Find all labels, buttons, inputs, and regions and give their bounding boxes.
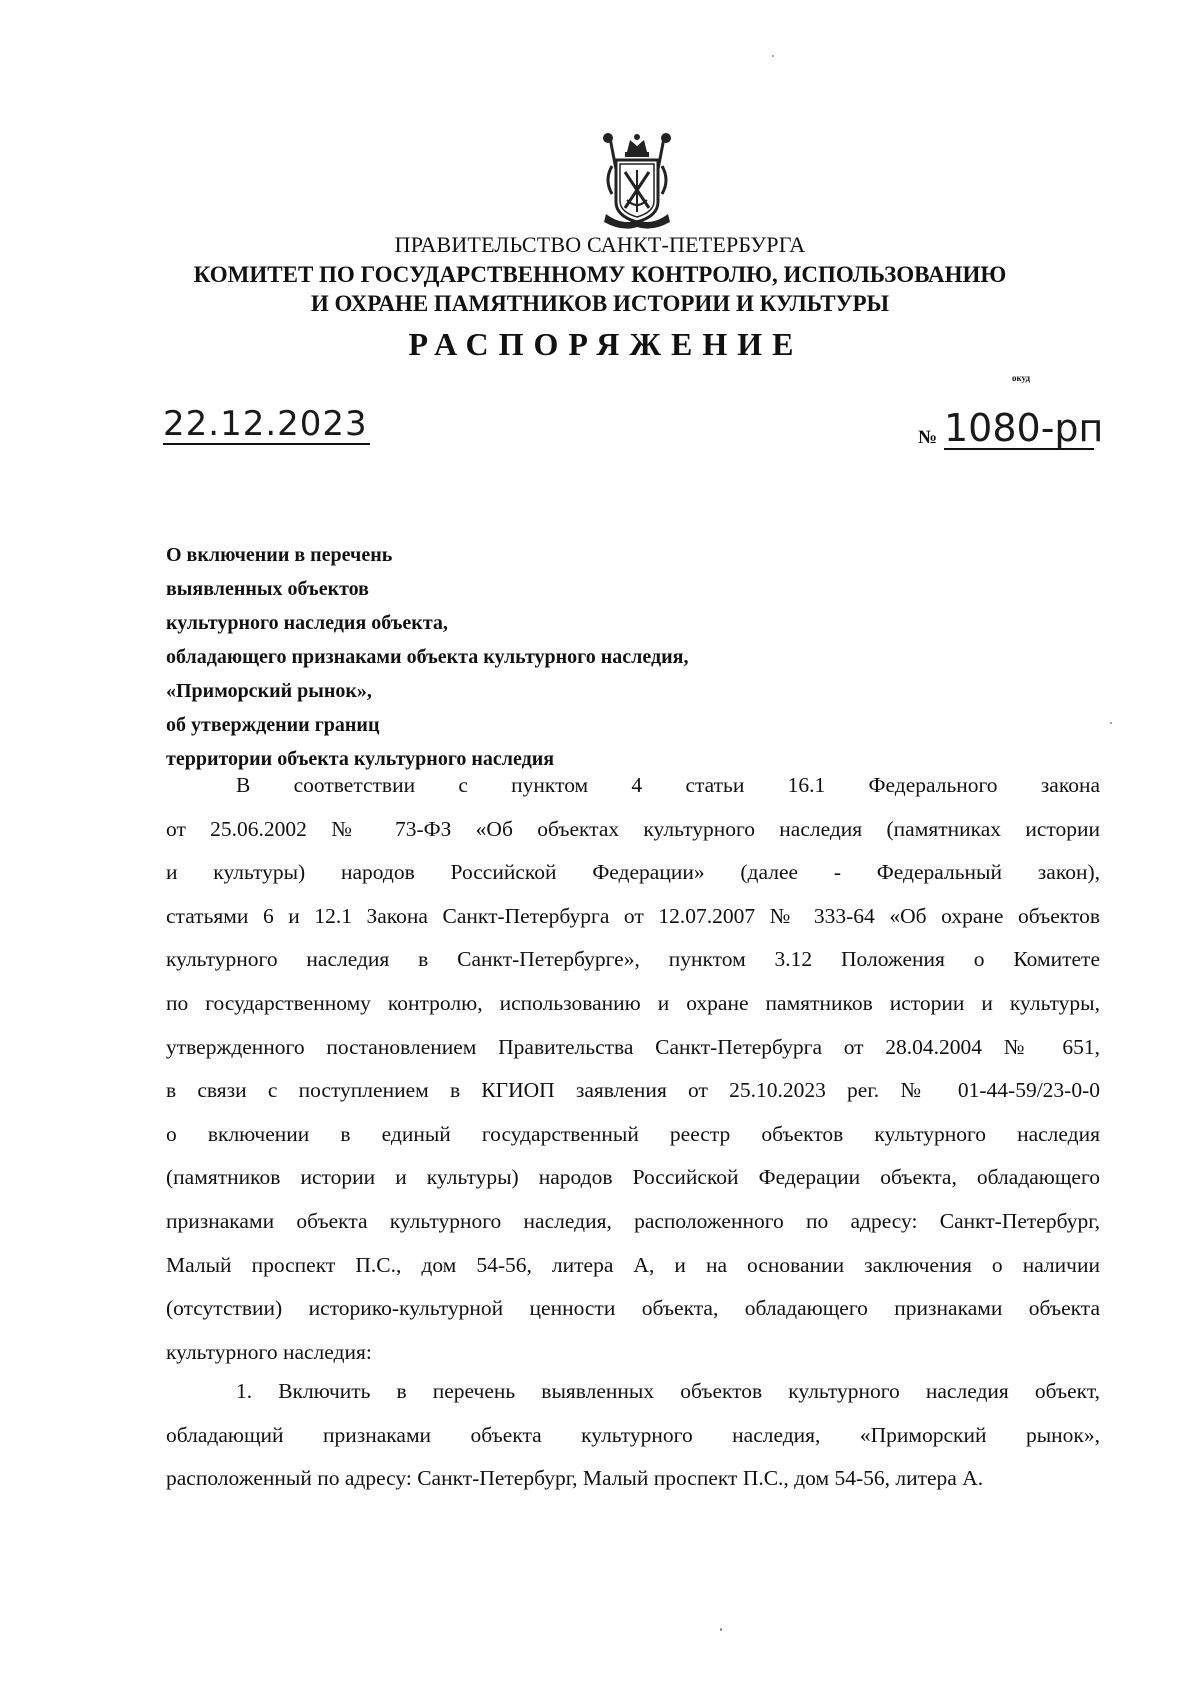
- body-line: и культуры) народов Российской Федерации» (далее - Федеральный закон),: [166, 860, 1100, 885]
- body-paragraph-1: [166, 764, 1100, 1374]
- body-line: (отсутствии) историко-культурной ценности объекта, обладающего признаками объекта: [166, 1296, 1100, 1321]
- body-line: в связи с поступлением в КГИОП заявления от 25.10.2023 рег. № 01-44-59/23-0-0: [166, 1078, 1100, 1103]
- subject-line: обладающего признаками объекта культурного наследия,: [166, 646, 689, 668]
- subject-line: выявленных объектов: [166, 578, 369, 600]
- subject-line: об утверждении границ: [166, 714, 380, 736]
- body-line: 1. Включить в перечень выявленных объектов культурного наследия объект,: [236, 1379, 1100, 1403]
- body-paragraph-2: [166, 1370, 1100, 1501]
- subject-line: культурного наследия объекта,: [166, 612, 448, 634]
- okud-label: окуд: [1012, 373, 1031, 383]
- scan-speck: [720, 1628, 722, 1631]
- coat-of-arms-icon: [592, 130, 682, 234]
- body-line: культурного наследия:: [166, 1339, 372, 1364]
- scan-speck: [772, 55, 774, 57]
- body-line: признаками объекта культурного наследия, расположенного по адресу: Санкт-Петербург,: [166, 1208, 1100, 1233]
- subject-line: территории объекта культурного наследия: [166, 748, 555, 770]
- government-name: ПРАВИТЕЛЬСТВО САНКТ-ПЕТЕРБУРГА: [394, 232, 806, 257]
- document-date: 22.12.2023: [163, 404, 368, 444]
- scan-speck: [1110, 722, 1112, 724]
- body-line: статьями 6 и 12.1 Закона Санкт-Петербурга от 12.07.2007 № 333-64 «Об охране объектов: [166, 903, 1100, 928]
- document-subject: [166, 538, 688, 776]
- body-line: обладающий признаками объекта культурного наследия, «Приморский рынок»,: [166, 1422, 1100, 1447]
- body-line: утвержденного постановлением Правительства Санкт-Петербурга от 28.04.2004 № 651,: [166, 1034, 1100, 1059]
- number-sign: №: [918, 427, 938, 448]
- body-line: В соответствии с пунктом 4 статьи 16.1 Федерального закона: [236, 773, 1100, 797]
- document-type-title: РАСПОРЯЖЕНИЕ: [408, 326, 804, 362]
- body-line: о включении в единый государственный реестр объектов культурного наследия: [166, 1121, 1100, 1146]
- document-number: 1080-рп: [944, 406, 1104, 450]
- subject-line: «Приморский рынок»,: [166, 680, 372, 702]
- committee-name-line-1: КОМИТЕТ ПО ГОСУДАРСТВЕННОМУ КОНТРОЛЮ, ИСПОЛЬЗОВАНИЮ: [193, 262, 1007, 287]
- committee-name-line-2: И ОХРАНЕ ПАМЯТНИКОВ ИСТОРИИ И КУЛЬТУРЫ: [310, 291, 890, 316]
- body-line: культурного наследия в Санкт-Петербурге», пунктом 3.12 Положения о Комитете: [166, 947, 1100, 972]
- subject-line: О включении в перечень: [166, 544, 393, 566]
- body-line: от 25.06.2002 № 73-ФЗ «Об объектах культурного наследия (памятниках истории: [166, 816, 1100, 841]
- body-line: по государственному контролю, использованию и охране памятников истории и культуры,: [166, 990, 1100, 1015]
- body-line: расположенный по адресу: Санкт-Петербург, Малый проспект П.С., дом 54-56, литера А.: [166, 1466, 984, 1491]
- body-line: (памятников истории и культуры) народов Российской Федерации объекта, обладающего: [166, 1165, 1100, 1190]
- body-line: Малый проспект П.С., дом 54-56, литера А, и на основании заключения о наличии: [166, 1252, 1100, 1277]
